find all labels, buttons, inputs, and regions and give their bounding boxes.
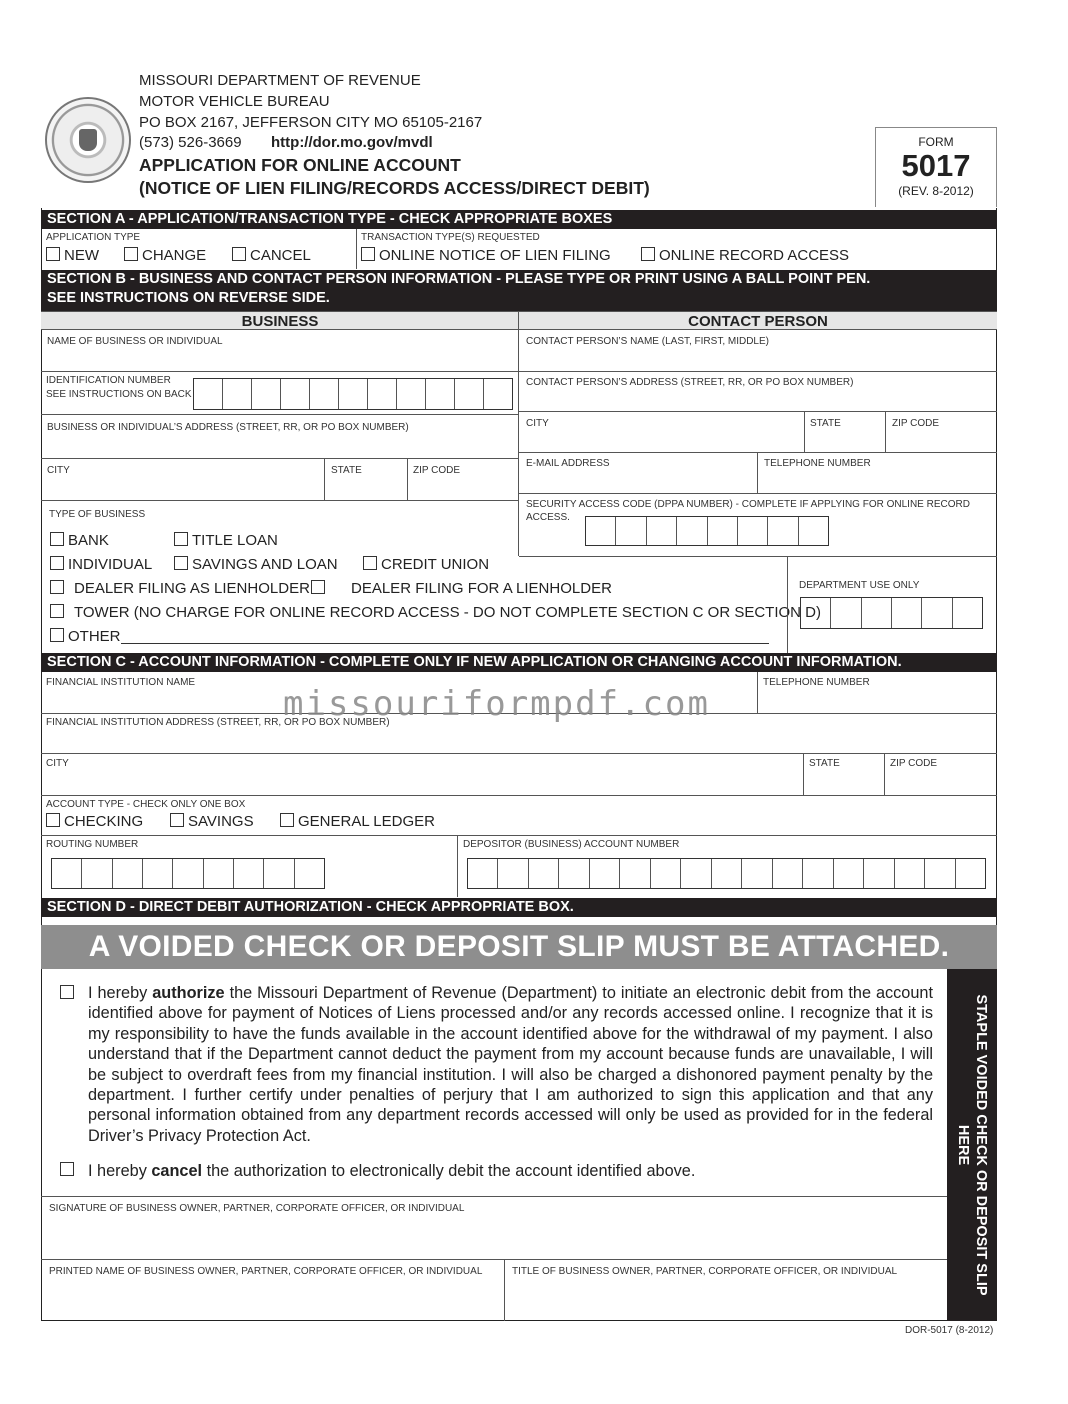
form-number-box — [875, 127, 997, 207]
checkbox-general-ledger[interactable]: GENERAL LEDGER — [280, 813, 435, 831]
business-city-label: CITY — [47, 465, 70, 476]
footer-form-id: DOR-5017 (8-2012) — [905, 1325, 994, 1336]
divider — [803, 753, 804, 795]
security-code-label: SECURITY ACCESS CODE (DPPA NUMBER) - COMPLETE IF APPLYING FOR ONLINE RECORD — [526, 499, 970, 510]
checkbox-other[interactable]: OTHER — [50, 628, 121, 646]
account-type-label: ACCOUNT TYPE - CHECK ONLY ONE BOX — [46, 799, 246, 810]
contact-column-header: CONTACT PERSON — [519, 311, 997, 330]
application-type-label: APPLICATION TYPE — [46, 232, 141, 243]
checkbox-icon[interactable] — [174, 556, 188, 570]
form-revision: (REV. 8-2012) — [898, 184, 974, 198]
divider — [519, 556, 997, 557]
transaction-type-label: TRANSACTION TYPE(S) REQUESTED — [361, 232, 540, 243]
business-column-header: BUSINESS — [41, 311, 519, 330]
checkbox-icon[interactable] — [641, 247, 655, 261]
checkbox-change[interactable]: CHANGE — [124, 247, 206, 265]
divider — [41, 414, 518, 415]
authorization-paragraph: I hereby authorize the Missouri Department of Revenue (Department) to initiate an electronic debit from the account identified above for payment of Notices of Liens processed and/or any records accessed online. I recognize that it is my responsibility to have the funds available in the account identified above for the withdrawal of my payment. I also understand that if the Department cannot deduct the payment from my account because funds are unavailable, I will be subject to overdraft fees from my financial institution. I will also be charged a dishonored payment penalty by the department. I further certify under penalties of perjury that I am authorized to sign this application and that any personal information obtained from any department records accessed will only be used as provided for in the federal Driver’s Privacy Protection Act. — [88, 984, 933, 1145]
section-b-header — [41, 270, 997, 311]
checkbox-icon[interactable] — [50, 532, 64, 546]
checkbox-new[interactable]: NEW — [46, 247, 99, 265]
contact-state-label: STATE — [810, 418, 841, 429]
divider — [41, 795, 997, 796]
state-seal-icon — [45, 97, 131, 183]
checkbox-icon[interactable] — [50, 556, 64, 570]
fi-city-label: CITY — [46, 758, 69, 769]
department-use-boxes — [800, 597, 983, 629]
form-title: APPLICATION FOR ONLINE ACCOUNT — [139, 155, 461, 175]
divider — [884, 753, 885, 795]
section-b-title: SECTION B - BUSINESS AND CONTACT PERSON INFORMATION - PLEASE TYPE OR PRINT USING A BALL POINT PEN. — [47, 271, 871, 287]
depositor-account-label: DEPOSITOR (BUSINESS) ACCOUNT NUMBER — [463, 839, 680, 850]
cancel-paragraph: I hereby cancel the authorization to electronically debit the account identified above. — [88, 1162, 696, 1180]
checkbox-icon[interactable] — [170, 813, 184, 827]
divider — [407, 458, 408, 500]
checkbox-cancel[interactable]: CANCEL — [232, 247, 311, 265]
checkbox-dealer-for-lienholder[interactable]: DEALER FILING FOR A LIENHOLDER — [311, 580, 612, 598]
divider — [519, 493, 997, 494]
divider — [356, 229, 357, 269]
checkbox-icon[interactable] — [311, 580, 325, 594]
contact-name-label: CONTACT PERSON’S NAME (LAST, FIRST, MIDDLE) — [526, 336, 769, 347]
checkbox-icon[interactable] — [361, 247, 375, 261]
section-a-header: SECTION A - APPLICATION/TRANSACTION TYPE - CHECK APPROPRIATE BOXES — [41, 210, 997, 229]
checkbox-dealer-as-lienholder[interactable]: DEALER FILING AS LIENHOLDER — [50, 580, 310, 598]
divider — [885, 411, 886, 452]
contact-city-label: CITY — [526, 418, 549, 429]
contact-zip-label: ZIP CODE — [892, 418, 940, 429]
divider — [41, 835, 997, 836]
checkbox-icon[interactable] — [46, 813, 60, 827]
divider — [457, 835, 458, 897]
divider — [504, 1259, 505, 1321]
website-link[interactable]: http://dor.mo.gov/mvdl — [271, 134, 433, 151]
department-use-label: DEPARTMENT USE ONLY — [799, 580, 920, 591]
checkbox-savings-and-loan[interactable]: SAVINGS AND LOAN — [174, 556, 338, 574]
security-code-input[interactable] — [585, 516, 829, 546]
fi-zip-label: ZIP CODE — [890, 758, 938, 769]
checkbox-bank[interactable]: BANK — [50, 532, 109, 550]
checkbox-icon[interactable] — [174, 532, 188, 546]
divider — [757, 672, 758, 713]
checkbox-online-lien-filing[interactable]: ONLINE NOTICE OF LIEN FILING — [361, 247, 611, 265]
divider — [804, 411, 805, 452]
section-c-header: SECTION C - ACCOUNT INFORMATION - COMPLETE ONLY IF NEW APPLICATION OR CHANGING ACCOUNT INFORMATION. — [41, 653, 997, 672]
contact-telephone-label: TELEPHONE NUMBER — [764, 458, 871, 469]
watermark: missouriformpdf.com — [283, 684, 710, 724]
checkbox-icon[interactable] — [232, 247, 246, 261]
printed-name-label: PRINTED NAME OF BUSINESS OWNER, PARTNER, CORPORATE OFFICER, OR INDIVIDUAL — [49, 1266, 483, 1277]
form-number: 5017 — [901, 148, 971, 183]
divider — [41, 753, 997, 754]
staple-here-strip — [947, 969, 997, 1321]
financial-institution-name-label: FINANCIAL INSTITUTION NAME — [46, 677, 196, 688]
checkbox-authorize[interactable] — [60, 985, 74, 999]
checkbox-savings[interactable]: SAVINGS — [170, 813, 254, 831]
divider — [41, 1196, 947, 1197]
phone-number: (573) 526-3669 — [139, 134, 242, 151]
divider — [41, 458, 518, 459]
section-d-header: SECTION D - DIRECT DEBIT AUTHORIZATION - CHECK APPROPRIATE BOX. — [41, 898, 997, 917]
security-code-sublabel: ACCESS. — [526, 512, 570, 523]
divider — [324, 458, 325, 500]
mailing-address: PO BOX 2167, JEFFERSON CITY MO 65105-2167 — [139, 114, 483, 131]
dept-name: MISSOURI DEPARTMENT OF REVENUE — [139, 72, 421, 89]
id-number-sublabel: SEE INSTRUCTIONS ON BACK — [46, 389, 192, 400]
divider — [519, 452, 997, 453]
staple-here-text: STAPLE VOIDED CHECK OR DEPOSIT SLIP HERE — [955, 994, 989, 1296]
bureau-name: MOTOR VEHICLE BUREAU — [139, 93, 330, 110]
business-address-label: BUSINESS OR INDIVIDUAL’S ADDRESS (STREET, RR, OR PO BOX NUMBER) — [47, 422, 409, 433]
checkbox-title-loan[interactable]: TITLE LOAN — [174, 532, 278, 550]
fi-address-label: FINANCIAL INSTITUTION ADDRESS (STREET, RR, OR PO BOX NUMBER) — [46, 717, 390, 728]
business-zip-label: ZIP CODE — [413, 465, 461, 476]
checkbox-icon[interactable] — [280, 813, 294, 827]
routing-number-label: ROUTING NUMBER — [46, 839, 139, 850]
checkbox-credit-union[interactable]: CREDIT UNION — [363, 556, 489, 574]
divider — [41, 500, 518, 501]
divider — [518, 311, 519, 556]
checkbox-checking[interactable]: CHECKING — [46, 813, 143, 831]
signature-label: SIGNATURE OF BUSINESS OWNER, PARTNER, CORPORATE OFFICER, OR INDIVIDUAL — [49, 1203, 465, 1214]
checkbox-individual[interactable]: INDIVIDUAL — [50, 556, 152, 574]
other-specify-line[interactable] — [121, 643, 769, 644]
divider — [757, 452, 758, 493]
checkbox-icon[interactable] — [363, 556, 377, 570]
business-state-label: STATE — [331, 465, 362, 476]
routing-number-input[interactable] — [51, 858, 325, 889]
form-frame — [41, 208, 997, 1321]
checkbox-cancel-authorization[interactable] — [60, 1162, 74, 1176]
form-subtitle: (NOTICE OF LIEN FILING/RECORDS ACCESS/DIRECT DEBIT) — [139, 178, 650, 198]
checkbox-tower[interactable]: TOWER (NO CHARGE FOR ONLINE RECORD ACCESS - DO NOT COMPLETE SECTION C OR SECTION D) — [50, 604, 821, 622]
contact-address-label: CONTACT PERSON’S ADDRESS (STREET, RR, OR PO BOX NUMBER) — [526, 377, 854, 388]
fi-state-label: STATE — [809, 758, 840, 769]
email-label: E-MAIL ADDRESS — [526, 458, 610, 469]
business-name-label: NAME OF BUSINESS OR INDIVIDUAL — [47, 336, 223, 347]
checkbox-icon[interactable] — [46, 247, 60, 261]
checkbox-icon[interactable] — [124, 247, 138, 261]
divider — [41, 371, 518, 372]
divider — [519, 371, 997, 372]
checkbox-icon[interactable] — [50, 604, 64, 618]
voided-check-banner: A VOIDED CHECK OR DEPOSIT SLIP MUST BE ATTACHED. — [41, 925, 997, 969]
divider — [519, 411, 997, 412]
depositor-account-input[interactable] — [467, 858, 986, 889]
id-number-label: IDENTIFICATION NUMBER — [46, 375, 171, 386]
checkbox-icon[interactable] — [50, 628, 64, 642]
divider — [41, 1259, 947, 1260]
id-number-input[interactable] — [193, 378, 513, 410]
section-b-subtitle: SEE INSTRUCTIONS ON REVERSE SIDE. — [47, 290, 330, 306]
form-label: FORM — [918, 135, 954, 149]
checkbox-online-record-access[interactable]: ONLINE RECORD ACCESS — [641, 247, 849, 265]
fi-telephone-label: TELEPHONE NUMBER — [763, 677, 870, 688]
divider — [787, 556, 788, 653]
checkbox-icon[interactable] — [50, 580, 64, 594]
type-of-business-label: TYPE OF BUSINESS — [49, 509, 146, 520]
officer-title-label: TITLE OF BUSINESS OWNER, PARTNER, CORPORATE OFFICER, OR INDIVIDUAL — [512, 1266, 898, 1277]
